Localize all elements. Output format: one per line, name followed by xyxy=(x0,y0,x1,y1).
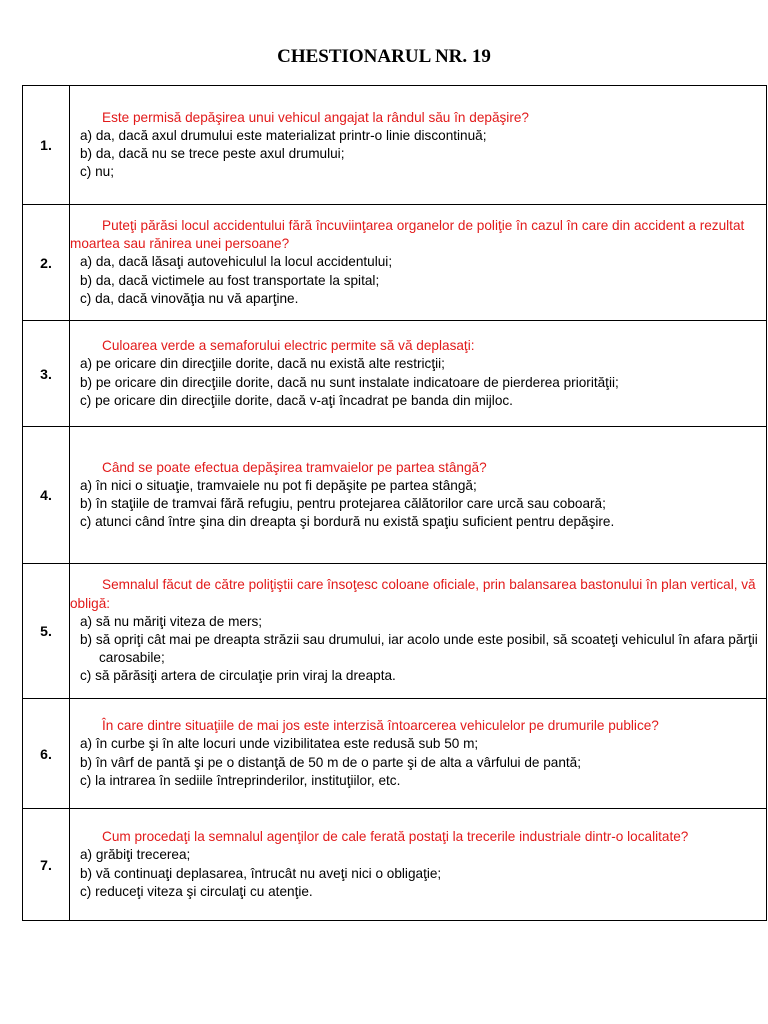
question-row xyxy=(23,86,767,205)
question-text: Cum procedaţi la semnalul agenţilor de cale ferată postaţi la trecerile industriale dintr-o localitate? xyxy=(102,829,689,845)
answer-option: a) în nici o situaţie, tramvaiele nu pot fi depăşite pe partea stângă; xyxy=(80,477,477,493)
question-row xyxy=(23,205,767,321)
question-cell xyxy=(70,321,767,427)
question-row xyxy=(23,699,767,809)
question-text: Este permisă depăşirea unui vehicul angajat la rândul său în depăşire? xyxy=(102,109,529,125)
answer-option: a) să nu măriţi viteza de mers; xyxy=(80,613,263,629)
question-text: Când se poate efectua depăşirea tramvaielor pe partea stângă? xyxy=(102,459,487,475)
answer-option: b) da, dacă nu se trece peste axul drumului; xyxy=(80,146,345,161)
question-row xyxy=(23,427,767,564)
question-number: 7. xyxy=(23,809,70,921)
answer-option: a) pe oricare din direcţiile dorite, dacă nu există alte restricţii; xyxy=(80,356,445,372)
question-cell xyxy=(70,86,767,205)
question-cell xyxy=(70,699,767,809)
answer-option: a) în curbe şi în alte locuri unde vizibilitatea este redusă sub 50 m; xyxy=(80,736,479,752)
question-text: Culoarea verde a semaforului electric permite să vă deplasaţi: xyxy=(102,338,475,354)
question-cell xyxy=(70,809,767,921)
question-text: Semnalul făcut de către poliţiştii care însoţesc coloane oficiale, prin balansarea bastonului în plan vertical, vă obligă: xyxy=(70,577,756,611)
answer-option: a) da, dacă lăsaţi autovehiculul la locul accidentului; xyxy=(80,254,393,270)
page-title: CHESTIONARUL NR. 19 xyxy=(277,46,491,67)
answer-option: b) în vârf de pantă şi pe o distanţă de 50 m de o parte şi de alta a vârfului de pantă; xyxy=(80,754,582,770)
question-text: În care dintre situaţiile de mai jos este interzisă întoarcerea vehiculelor pe drumurile publice? xyxy=(102,718,659,734)
question-row xyxy=(23,321,767,427)
question-number: 1. xyxy=(23,86,70,205)
answer-option: b) să opriţi cât mai pe dreapta străzii sau drumului, iar acolo unde este posibil, să scoateţi vehiculul în afara părţii carosabile; xyxy=(80,632,758,666)
answer-option: c) reduceţi viteza şi circulaţi cu atenţie. xyxy=(80,883,313,899)
answer-option: b) în staţiile de tramvai fără refugiu, pentru protejarea călătorilor care urcă sau coboară; xyxy=(80,496,606,511)
question-cell xyxy=(70,427,767,564)
question-row xyxy=(23,564,767,699)
answer-option: c) la intrarea în sediile întreprinderilor, instituţiilor, etc. xyxy=(80,772,401,788)
questionnaire-table xyxy=(22,85,767,921)
question-number: 2. xyxy=(23,205,70,321)
answer-option: c) atunci când între şina din dreapta şi bordură nu există spaţiu suficient pentru depăşire. xyxy=(80,514,615,530)
answer-option: c) să părăsiţi artera de circulaţie prin viraj la dreapta. xyxy=(80,668,396,684)
answer-option: b) pe oricare din direcţiile dorite, dacă nu sunt instalate indicatoare de pierderea priorităţii; xyxy=(80,374,619,390)
question-number: 5. xyxy=(23,564,70,699)
question-cell xyxy=(70,205,767,321)
answer-option: a) da, dacă axul drumului este materializat printr-o linie discontinuă; xyxy=(80,127,487,143)
answer-option: c) pe oricare din direcţiile dorite, dacă v-aţi încadrat pe banda din mijloc. xyxy=(80,392,513,408)
question-row xyxy=(23,809,767,921)
question-text: Puteţi părăsi locul accidentului fără încuviinţarea organelor de poliţie în cazul în care din accident a rezultat moartea sau rănirea unei persoane? xyxy=(70,217,745,252)
question-cell xyxy=(70,564,767,699)
question-number: 3. xyxy=(23,321,70,427)
answer-option: c) nu; xyxy=(80,164,114,180)
answer-option: c) da, dacă vinovăţia nu vă aparţine. xyxy=(80,290,299,306)
answer-option: a) grăbiţi trecerea; xyxy=(80,847,191,863)
question-number: 6. xyxy=(23,699,70,809)
answer-option: b) da, dacă victimele au fost transportate la spital; xyxy=(80,272,380,288)
question-number: 4. xyxy=(23,427,70,564)
answer-option: b) vă continuaţi deplasarea, întrucât nu aveţi nici o obligaţie; xyxy=(80,865,442,881)
